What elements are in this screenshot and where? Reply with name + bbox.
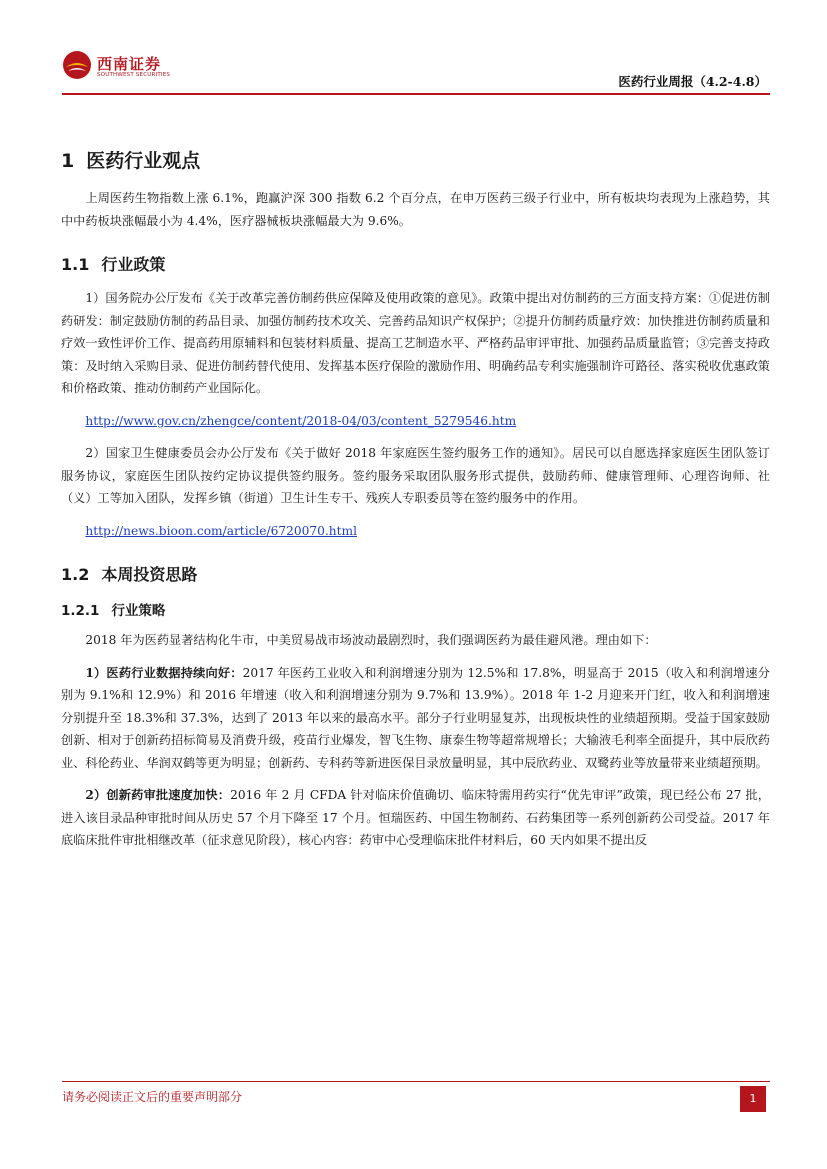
point-body: 2016 年 2 月 CFDA 针对临床价值确切、临床特需用药实行“优先审评”政策，现已经公布 27 批，进入该目录品种审批时间从历史 57 个月下降至 17 个月。恒瑞医药、中国生物制药、石药集团等一系列创新药公司受益。2017 年底临床批件审批相继改革（征求意见阶段），核心内容：药审中心受理临床批件材料后，60 天内如果不提出反 bbox=[61, 788, 770, 847]
footer-disclaimer: 请务必阅读正文后的重要声明部分 bbox=[62, 1090, 243, 1104]
section-1-2-heading bbox=[61, 562, 770, 585]
section-1-1-heading bbox=[61, 252, 770, 275]
section-number: 1.1 bbox=[61, 255, 90, 274]
section-title: 行业政策 bbox=[101, 255, 166, 274]
page-number: 1 bbox=[740, 1086, 766, 1112]
strategy-point-1 bbox=[61, 662, 770, 775]
footer-divider bbox=[62, 1081, 770, 1082]
section-title: 医药行业观点 bbox=[86, 150, 201, 172]
section-1-heading bbox=[61, 146, 770, 173]
section-number: 1.2 bbox=[61, 565, 90, 584]
policy-link-2[interactable]: http://news.bioon.com/article/6720070.html bbox=[85, 523, 357, 538]
policy-link-1[interactable]: http://www.gov.cn/zhengce/content/2018-04/03/content_5279546.htm bbox=[85, 413, 517, 428]
point-title: 2）创新药审批速度加快： bbox=[85, 788, 231, 802]
section-1-intro: 上周医药生物指数上涨 6.1%，跑赢沪深 300 指数 6.2 个百分点，在申万医药三级子行业中，所有板块均表现为上涨趋势，其中中药板块涨幅最小为 4.4%，医疗器械板块涨幅最大为 9.6%。 bbox=[61, 191, 770, 228]
point-body: 2017 年医药工业收入和利润增速分别为 12.5%和 17.8%，明显高于 2015（收入和利润增速分别为 9.1%和 12.9%）和 2016 年增速（收入和利润增速分别为 9.7%和 13.9%）。2018 年 1-2 月迎来开门红，收入和利润增速分别提升至 18.3%和 37.3%，达到了 2013 年以来的最高水平。部分子行业明显复苏，出现板块性的业绩超预期。受益于国家鼓励创新、相对于创新药招标简易及消费升级，疫苗行业爆发，智飞生物、康泰生物等超常规增长；大输液毛利率全面提升，其中辰欣药业、科伦药业、华润双鹤等更为明显；创新药、专科药等新进医保目录放量明显，其中辰欣药业、双鹭药业等放量带来业绩超预期。 bbox=[61, 665, 770, 770]
section-1-2-1-heading bbox=[61, 599, 770, 619]
strategy-intro: 2018 年为医药显著结构化牛市，中美贸易战市场波动最剧烈时，我们强调医药为最佳避风港。理由如下： bbox=[85, 633, 657, 647]
logo-chinese-name: 西南证券 bbox=[97, 55, 162, 73]
point-title: 1）医药行业数据持续向好： bbox=[85, 665, 243, 680]
policy-paragraph-1: 1）国务院办公厅发布《关于改革完善仿制药供应保障及使用政策的意见》。政策中提出对仿制药的三方面支持方案：①促进仿制药研发：制定鼓励仿制的药品目录、加强仿制药技术攻关、完善药品知识产权保护；②提升仿制药质量疗效：加快推进仿制药质量和疗效一致性评价工作、提高药用原辅料和包装材料质量、提高工艺制造水平、严格药品审评审批、加强药品质量监管；③完善支持政策：及时纳入采购目录、促进仿制药替代使用、发挥基本医疗保险的激励作用、明确药品专利实施强制许可路径、落实税收优惠政策和价格政策、推动仿制药产业国际化。 bbox=[61, 291, 770, 395]
section-number: 1 bbox=[61, 150, 75, 172]
section-title: 行业策略 bbox=[111, 603, 166, 619]
report-title: 医药行业周报（4.2-4.8） bbox=[618, 74, 767, 89]
logo-mark-icon bbox=[62, 50, 92, 80]
header-divider bbox=[62, 93, 770, 95]
company-logo bbox=[62, 50, 172, 84]
logo-english-name: SOUTHWEST SECURITIES bbox=[97, 72, 171, 78]
strategy-point-2 bbox=[61, 784, 770, 852]
policy-paragraph-2: 2）国家卫生健康委员会办公厅发布《关于做好 2018 年家庭医生签约服务工作的通知》。居民可以自愿选择家庭医生团队签订服务协议，家庭医生团队按约定协议提供签约服务。签约服务采取团队服务形式提供，鼓励药师、健康管理师、心理咨询师、社（义）工等加入团队，发挥乡镇（街道）卫生计生专干、残疾人专职委员等在签约服务中的作用。 bbox=[61, 446, 770, 505]
report-body bbox=[61, 146, 770, 862]
section-number: 1.2.1 bbox=[61, 603, 100, 619]
section-title: 本周投资思路 bbox=[101, 565, 198, 584]
